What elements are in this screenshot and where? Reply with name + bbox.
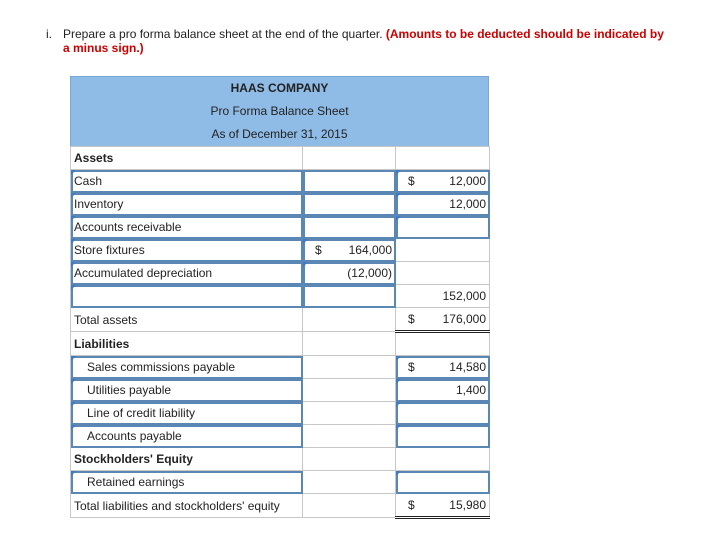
instruction-note: (Amounts to be deducted should be indicated by a minus sign.) <box>63 27 664 55</box>
receivable-label-input[interactable]: Accounts receivable <box>71 216 303 239</box>
fixtures-label-input[interactable]: Store fixtures <box>71 239 303 262</box>
row-net-fixtures <box>71 285 490 308</box>
section-equity: Stockholders' Equity <box>71 448 303 471</box>
depreciation-col1-input[interactable]: (12,000) <box>303 262 396 285</box>
cash-label-input[interactable]: Cash <box>71 170 303 193</box>
inventory-label-input[interactable]: Inventory <box>71 193 303 216</box>
row-depreciation <box>71 262 490 285</box>
payable-col2-input[interactable] <box>396 425 490 448</box>
cash-col2-input[interactable]: $ 12,000 <box>396 170 490 193</box>
row-total-le <box>71 494 490 518</box>
instruction-main: Prepare a pro forma balance sheet at the end of the quarter. <box>63 27 383 41</box>
cash-col1-input[interactable] <box>303 170 396 193</box>
depreciation-label-input[interactable]: Accumulated depreciation <box>71 262 303 285</box>
commissions-label-input[interactable]: Sales commissions payable <box>71 356 303 379</box>
row-retained <box>71 471 490 494</box>
total-le-label: Total liabilities and stockholders' equity <box>71 494 303 518</box>
row-receivable <box>71 216 490 239</box>
net-fixtures-col1-input[interactable] <box>303 285 396 308</box>
utilities-label-input[interactable]: Utilities payable <box>71 379 303 402</box>
row-credit <box>71 402 490 425</box>
row-utilities <box>71 379 490 402</box>
total-assets-value: $ 176,000 <box>396 308 490 332</box>
inventory-col1-input[interactable] <box>303 193 396 216</box>
balance-sheet <box>70 76 489 519</box>
retained-col2-input[interactable] <box>396 471 490 494</box>
receivable-col1-input[interactable] <box>303 216 396 239</box>
row-fixtures <box>71 239 490 262</box>
row-cash <box>71 170 490 193</box>
company-name: HAAS COMPANY <box>230 81 329 95</box>
inventory-col2-input[interactable]: 12,000 <box>396 193 490 216</box>
sheet-header <box>70 76 489 146</box>
row-payable <box>71 425 490 448</box>
receivable-col2-input[interactable] <box>396 216 490 239</box>
section-row-assets <box>71 147 490 170</box>
statement-title: Pro Forma Balance Sheet <box>210 104 349 118</box>
row-total-assets <box>71 308 490 332</box>
section-liabilities: Liabilities <box>71 332 303 356</box>
fixtures-col1-input[interactable]: $ 164,000 <box>303 239 396 262</box>
payable-label-input[interactable]: Accounts payable <box>71 425 303 448</box>
statement-date: As of December 31, 2015 <box>211 127 348 141</box>
balance-table <box>70 146 490 519</box>
utilities-col2-input[interactable]: 1,400 <box>396 379 490 402</box>
commissions-col2-input[interactable]: $ 14,580 <box>396 356 490 379</box>
net-fixtures-label-input[interactable] <box>71 285 303 308</box>
instruction-number: i. <box>46 27 52 41</box>
section-row-equity <box>71 448 490 471</box>
instruction <box>46 27 666 55</box>
total-le-value: $ 15,980 <box>396 494 490 518</box>
credit-label-input[interactable]: Line of credit liability <box>71 402 303 425</box>
row-inventory <box>71 193 490 216</box>
row-commissions <box>71 356 490 379</box>
credit-col2-input[interactable] <box>396 402 490 425</box>
total-assets-label: Total assets <box>71 308 303 332</box>
retained-label-input[interactable]: Retained earnings <box>71 471 303 494</box>
section-assets: Assets <box>71 147 303 170</box>
net-fixtures-value: 152,000 <box>396 285 490 308</box>
instruction-text <box>63 27 666 55</box>
section-row-liabilities <box>71 332 490 356</box>
